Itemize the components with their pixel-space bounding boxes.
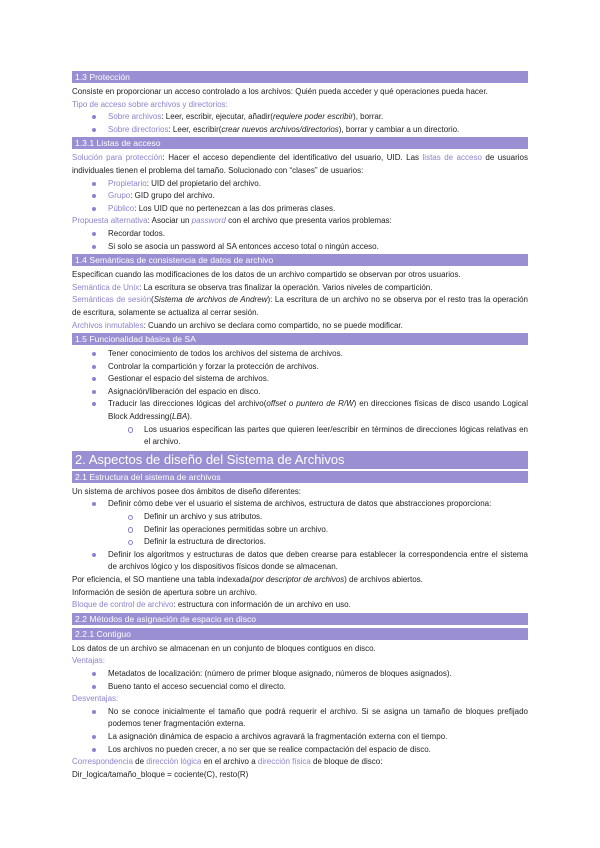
section-heading-1-4: 1.4 Semánticas de consistencia de datos de archivo bbox=[72, 254, 528, 266]
list-item bbox=[72, 190, 528, 203]
section-heading-2-2-1: 2.2.1 Contiguo bbox=[72, 628, 528, 640]
paragraph bbox=[72, 574, 528, 587]
text: de bbox=[132, 757, 147, 767]
text: ): La escritura de un archivo no se observa por el resto tras la operación de escritura, solamente se actualiza al cerrar sesión. bbox=[72, 295, 529, 317]
label: Desventajas: bbox=[72, 694, 119, 704]
text: ( bbox=[151, 295, 154, 305]
formula: Dir_logica/tamaño_bloque = cociente(C), resto(R) bbox=[72, 769, 249, 779]
list-item bbox=[72, 178, 528, 191]
sub-list bbox=[108, 511, 528, 549]
text: ), borrar y cambiar a un directorio. bbox=[338, 124, 460, 134]
emphasis: crear nuevos archivos/directorios bbox=[221, 124, 339, 134]
text: ) en direcciones físicas de disco usando Logical Block Addressing( bbox=[108, 399, 528, 422]
text: : La escritura se observa tras finalizar la operación. Varios niveles de compartición. bbox=[139, 282, 433, 292]
sub-list-item: Los usuarios especifican las partes que quieren leer/escribir en términos de direcciones lógicas relativas en el archivo. bbox=[108, 424, 528, 449]
paragraph bbox=[72, 86, 528, 99]
emphasis: LBA bbox=[172, 412, 188, 422]
text: : Hacer el acceso dependiente del identificativo del usuario, UID. Las bbox=[162, 153, 423, 163]
text: Por eficiencia, el SO mantiene una tabla indexada( bbox=[72, 575, 253, 584]
list-item: La asignación dinámica de espacio a archivos agravará la fragmentación externa con el tiempo. bbox=[72, 731, 528, 744]
list-item: Controlar la compartición y forzar la protección de archivos. bbox=[72, 361, 528, 374]
label: Propietario bbox=[108, 178, 147, 188]
document-page bbox=[72, 70, 528, 781]
label: listas de acceso bbox=[422, 153, 482, 163]
text: ). bbox=[187, 412, 193, 422]
bullet-list bbox=[72, 706, 528, 756]
text: de bloque de disco: bbox=[310, 757, 383, 767]
list-item: Metadatos de localización: (número de primer bloque asignado, números de bloques asignados). bbox=[72, 668, 528, 681]
sub-list-item: Definir un archivo y sus atributos. bbox=[108, 511, 528, 524]
section-heading-1-5: 1.5 Funcionalidad básica de SA bbox=[72, 333, 528, 345]
paragraph bbox=[72, 215, 528, 228]
list-item bbox=[72, 111, 528, 124]
list-item bbox=[72, 398, 528, 448]
label: Grupo bbox=[108, 191, 131, 201]
label: Propuesta alternativa bbox=[72, 216, 148, 226]
paragraph bbox=[72, 282, 528, 295]
label: Público bbox=[108, 203, 135, 213]
list-item: Tener conocimiento de todos los archivos del sistema de archivos. bbox=[72, 348, 528, 361]
section-heading-1-3: 1.3 Protección bbox=[72, 71, 528, 83]
text: : Los UID que no pertenezcan a las dos primeras clases. bbox=[134, 203, 336, 213]
text: Traducir las direcciones lógicas del archivo( bbox=[108, 399, 267, 409]
text: con el archivo que presenta varios problemas: bbox=[225, 216, 392, 226]
paragraph bbox=[72, 320, 528, 333]
text: Definir cómo debe ver el usuario el sistema de archivos, estructura de datos que abstracciones proporciona: bbox=[108, 499, 492, 509]
text: : estructura con información de un archivo en uso. bbox=[173, 600, 351, 610]
list-item bbox=[72, 498, 528, 548]
label: Semánticas de sesión bbox=[72, 295, 152, 305]
text: : Leer, escribir, ejecutar, añadir( bbox=[161, 112, 273, 122]
label: dirección lógica bbox=[146, 757, 202, 767]
paragraph: Los datos de un archivo se almacenan en un conjunto de bloques contiguos en disco. bbox=[72, 643, 376, 653]
text: de usuarios individuales tienen el problema del tamaño. Solucionado con “clases” de usuarios: bbox=[72, 153, 528, 175]
list-item: Definir los algoritmos y estructuras de datos que deben crearse para establecer la correspondencia entre el sistema de archivos lógico y los dispositivos físicos donde se almacenan. bbox=[72, 549, 528, 574]
paragraph: Un sistema de archivos posee dos ámbitos de diseño diferentes: bbox=[72, 486, 302, 496]
bullet-list bbox=[72, 228, 528, 253]
list-item: Asignación/liberación del espacio en disco. bbox=[72, 386, 528, 399]
label: Sobre archivos bbox=[108, 112, 162, 122]
label: Sobre directorios bbox=[108, 124, 169, 134]
bullet-list bbox=[72, 498, 528, 574]
text: en el archivo a bbox=[201, 757, 258, 767]
paragraph bbox=[72, 152, 528, 177]
intro-text: Consiste en proporcionar un acceso controlado a los archivos: Quién pueda acceder y qué operaciones pueda hacer. bbox=[72, 87, 488, 96]
label: Semántica de Unix bbox=[72, 282, 140, 292]
text: ) de archivos abiertos. bbox=[344, 575, 423, 584]
label: Archivos inmutables bbox=[72, 320, 144, 330]
paragraph bbox=[72, 693, 528, 706]
chapter-heading-2: 2. Aspectos de diseño del Sistema de Archivos bbox=[72, 451, 528, 469]
list-item bbox=[72, 203, 528, 216]
label: dirección física bbox=[257, 757, 311, 767]
emphasis: password bbox=[191, 216, 226, 226]
list-item: No se conoce inicialmente el tamaño que podrá requerir el archivo. Si se asigna un tamaño de bloques prefijado podemos tener fragmentación externa. bbox=[72, 706, 528, 731]
emphasis: offset o puntero de R/W bbox=[266, 399, 354, 409]
bullet-list bbox=[72, 668, 528, 693]
sub-list-item: Definir la estructura de directorios. bbox=[108, 536, 528, 549]
label: Solución para protección bbox=[72, 153, 163, 163]
sub-list bbox=[108, 424, 528, 449]
paragraph bbox=[72, 599, 528, 612]
text: : UID del propietario del archivo. bbox=[146, 178, 261, 188]
section-heading-2-1: 2.1 Estructura del sistema de archivos bbox=[72, 471, 528, 483]
label: Bloque de control de archivo bbox=[72, 600, 174, 610]
sub-list-item: Definir las operaciones permitidas sobre un archivo. bbox=[108, 524, 528, 537]
paragraph bbox=[72, 294, 528, 319]
emphasis: por descriptor de archivos bbox=[252, 575, 345, 584]
list-item: Recordar todos. bbox=[72, 228, 528, 241]
paragraph bbox=[72, 756, 528, 769]
paragraph bbox=[72, 655, 528, 668]
text: ), borrar. bbox=[353, 112, 384, 122]
text: : GID grupo del archivo. bbox=[130, 191, 215, 201]
paragraph: Información de sesión de apertura sobre un archivo. bbox=[72, 587, 257, 597]
list-item: Bueno tanto el acceso secuencial como el directo. bbox=[72, 681, 528, 694]
text: : Asociar un bbox=[147, 216, 192, 226]
paragraph bbox=[72, 99, 528, 112]
label: Ventajas: bbox=[72, 656, 105, 666]
list-item: Si solo se asocia un password al SA entonces acceso total o ningún acceso. bbox=[72, 241, 528, 254]
list-item: Gestionar el espacio del sistema de archivos. bbox=[72, 373, 528, 386]
emphasis: Sistema de archivos de Andrew bbox=[153, 295, 268, 305]
emphasis: requiere poder escribir bbox=[272, 112, 354, 122]
text: : Cuando un archivo se declara como compartido, no se puede modificar. bbox=[143, 320, 403, 330]
label: Tipo de acceso sobre archivos y directorios: bbox=[72, 99, 228, 109]
paragraph: Especifican cuando las modificaciones de los datos de un archivo compartido se observan por otros usuarios. bbox=[72, 270, 461, 280]
bullet-list bbox=[72, 111, 528, 136]
text: : Leer, escribir( bbox=[168, 124, 222, 134]
section-heading-1-3-1: 1.3.1 Listas de acceso bbox=[72, 137, 528, 149]
list-item bbox=[72, 124, 528, 137]
bullet-list bbox=[72, 348, 528, 449]
bullet-list bbox=[72, 178, 528, 216]
list-item: Los archivos no pueden crecer, a no ser que se realice compactación del espacio de disco. bbox=[72, 744, 528, 757]
section-heading-2-2: 2.2 Métodos de asignación de espacio en disco bbox=[72, 613, 528, 625]
label: Correspondencia bbox=[72, 757, 133, 767]
